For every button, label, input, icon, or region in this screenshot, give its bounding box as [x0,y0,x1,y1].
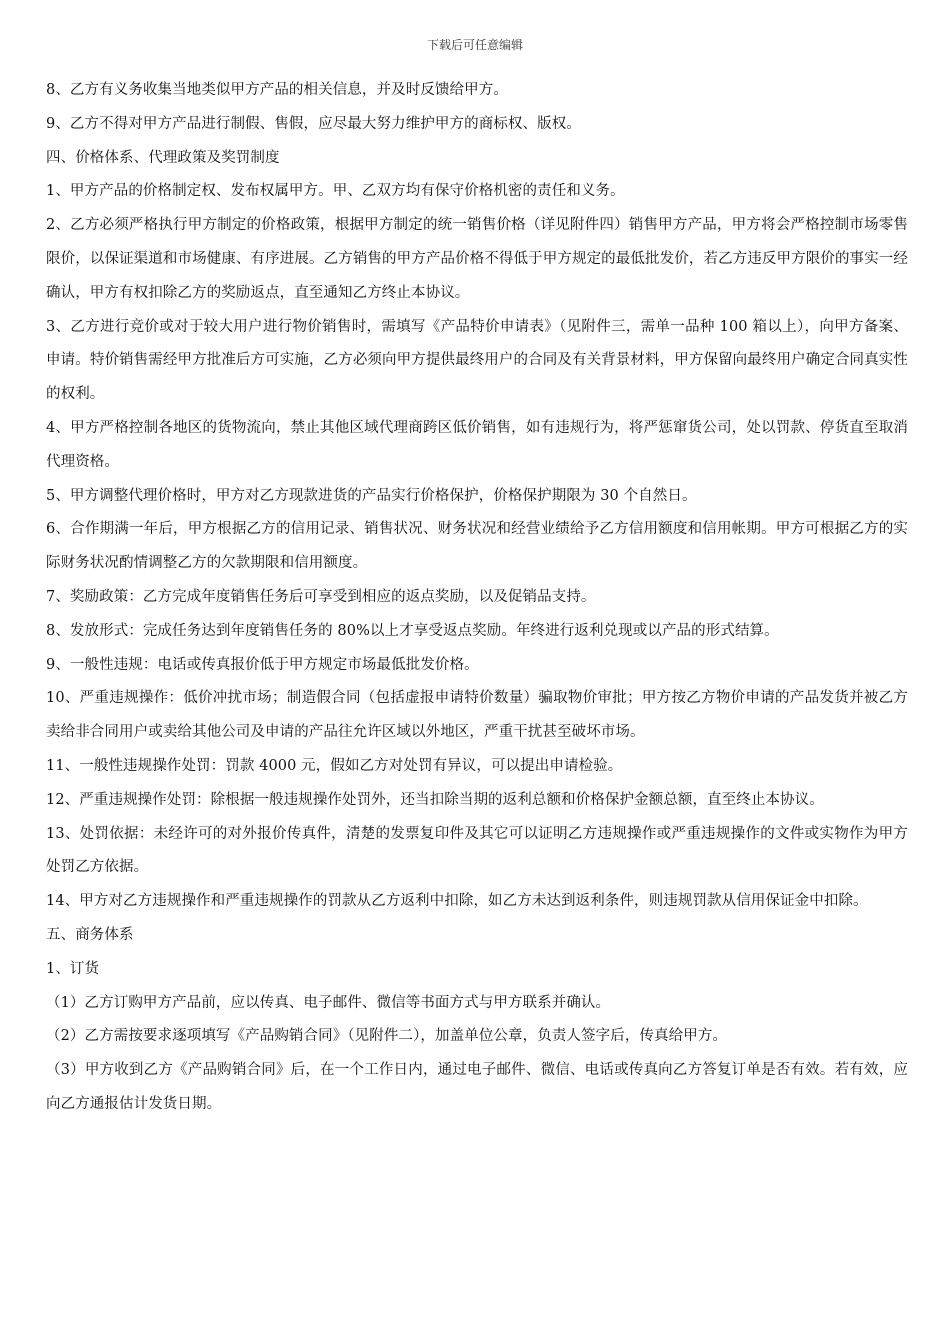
paragraph: 2、乙方必须严格执行甲方制定的价格政策，根据甲方制定的统一销售价格（详见附件四）销售甲方产品，甲方将会严格控制市场零售限价，以保证渠道和市场健康、有序进展。乙方销售的甲方产品价格不得低于甲方规定的最低批发价，若乙方违反甲方限价的事实一经确认，甲方有权扣除乙方的奖励返点，直至通知乙方终止本协议。 [46,217,908,301]
paragraph: 3、乙方进行竞价或对于较大用户进行物价销售时，需填写《产品特价申请表》（见附件三，需单一品种 100 箱以上），向甲方备案、申请。特价销售需经甲方批准后方可实施，乙方必须向甲方提供最终用户的合同及有关背景材料，甲方保留向最终用户确定合同真实性的权利。 [46,318,908,403]
paragraph: 4、甲方严格控制各地区的货物流向，禁止其他区域代理商跨区低价销售，如有违规行为，将严惩窜货公司，处以罚款、停货直至取消代理资格。 [46,419,908,470]
paragraph: 8、发放形式：完成任务达到年度销售任务的 80%以上才享受返点奖励。年终进行返利兑现或以产品的形式结算。 [46,622,779,639]
paragraph: （2）乙方需按要求逐项填写《产品购销合同》（见附件二），加盖单位公章，负责人签字后，传真给甲方。 [46,1028,728,1045]
document-body [46,74,908,1122]
paragraph: 9、一般性违规：电话或传真报价低于甲方规定市场最低批发价格。 [46,656,479,673]
paragraph: 14、甲方对乙方违规操作和严重违规操作的罚款从乙方返利中扣除，如乙方未达到返利条件，则违规罚款从信用保证金中扣除。 [46,893,868,910]
paragraph: 5、甲方调整代理价格时，甲方对乙方现款进货的产品实行价格保护，价格保护期限为 30 个自然日。 [46,487,697,504]
paragraph: 8、乙方有义务收集当地类似甲方产品的相关信息，并及时反馈给甲方。 [46,82,508,98]
paragraph: 1、甲方产品的价格制定权、发布权属甲方。甲、乙双方均有保守价格机密的责任和义务。 [46,183,625,200]
paragraph: 6、合作期满一年后，甲方根据乙方的信用记录、销售状况、财务状况和经营业绩给予乙方信用额度和信用帐期。甲方可根据乙方的实际财务状况酌情调整乙方的欠款期限和信用额度。 [46,521,908,572]
paragraph: 13、处罚依据：未经许可的对外报价传真件，清楚的发票复印件及其它可以证明乙方违规操作或严重违规操作的文件或实物作为甲方处罚乙方依据。 [46,825,908,876]
paragraph: 7、奖励政策：乙方完成年度销售任务后可享受到相应的返点奖励，以及促销品支持。 [46,588,596,605]
section-heading: 四、价格体系、代理政策及奖罚制度 [46,149,280,166]
subsection-heading: 1、订货 [46,960,100,977]
paragraph: 10、严重违规操作：低价冲扰市场；制造假合同（包括虚报申请特价数量）骗取物价审批；甲方按乙方物价申请的产品发货并被乙方卖给非合同用户或卖给其他公司及申请的产品往允许区域以外地区，严重干扰甚至破坏市场。 [46,690,908,741]
paragraph: 11、一般性违规操作处罚：罚款 4000 元，假如乙方对处罚有异议，可以提出申请检验。 [46,757,623,774]
paragraph: 12、严重违规操作处罚：除根据一般违规操作处罚外，还当扣除当期的返利总额和价格保护金额总额，直至终止本协议。 [46,791,824,808]
paragraph: （1）乙方订购甲方产品前，应以传真、电子邮件、微信等书面方式与甲方联系并确认。 [46,994,611,1011]
section-heading: 五、商务体系 [46,926,134,943]
page-header: 下载后可任意编辑 [426,38,523,52]
paragraph: 9、乙方不得对甲方产品进行制假、售假，应尽最大努力维护甲方的商标权、版权。 [46,115,581,132]
paragraph: （3）甲方收到乙方《产品购销合同》后，在一个工作日内，通过电子邮件、微信、电话或传真向乙方答复订单是否有效。若有效，应向乙方通报估计发货日期。 [46,1062,908,1112]
